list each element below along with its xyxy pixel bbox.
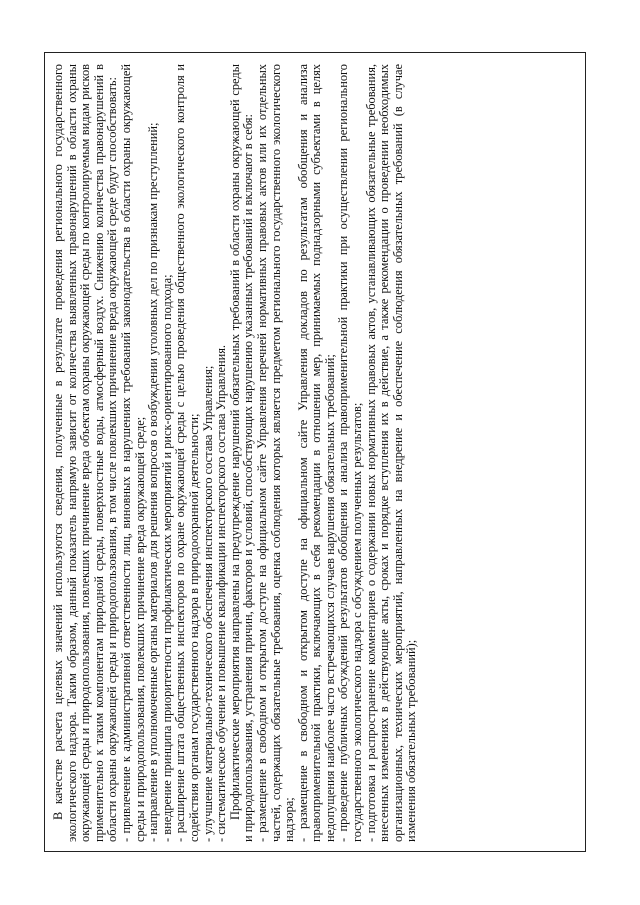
list-item: - размещение в свободном и открытом доступе на официальном сайте Управления перечней нормативных правовых актов или их отдельных частей, содержащих обязательные требования, оценка соблюдения которых является предметом регионального государственного экологического надзора; <box>254 64 297 842</box>
rotated-text-block <box>50 58 582 848</box>
list-item: - привлечение к административной ответственности лиц, виновных в нарушениях требований законодательства в области охраны окружающей среды и природопользования, повлекших причинение вреда окружающей среде; <box>118 64 147 842</box>
list-item: - направление в уполномоченные органы материалов для решения вопросов о возбуждении уголовных дел по признакам преступлений; <box>146 122 161 842</box>
list-item: - размещение в свободном и открытом доступе на официальном сайте Управления докладов по результатам обобщения и анализа правоприменительной практики, включающих в себя рекомендации в отношении мер, принимаемых поднадзорными субъектами в целях недопущения наиболее часто встречающихся случаев нарушения обязательных требований; <box>295 64 337 842</box>
paragraph-intro: В качестве расчета целевых значений используются сведения, полученные в результате проведения регионального государственного экологического надзора. Таким образом, данный показатель напрямую зависит от количества выявленных правонарушений в области охраны окружающей среды и природопользования, повлекших причинение вреда объектам охраны окружающей среды по контролируемым видам рисков применительно к таким компонентам природной среды, поверхностные воды, атмосферный воздух. Снижению количества правонарушений в области охраны окружающей среды и природопользования, в том числе повлекших причинение вреда окружающей среде будут способствовать: <box>51 64 120 842</box>
list-item: - проведение публичных обсуждений результатов обобщения и анализа правоприменительной практики при осуществлении регионального государственного экологического надзора с обсуждением полученных результатов; <box>336 64 365 842</box>
paragraph-prevention: Профилактические мероприятия направлены на предупреждение нарушений обязательных требований в области охраны окружающей среды и природопользования, устранения причин, факторов и условий, способствующих нарушению указанных требований и включают в себя: <box>227 64 256 842</box>
list-item: - улучшение материально-технического обеспечения инспекторского состава Управления; <box>200 365 215 842</box>
list-item: - подготовка и распространение комментариев о содержании новых нормативных правовых актов, устанавливающих обязательные требования, внесенных изменениях в действующие акты, сроках и порядке вступления их в действие, а также рекомендации о проведении необходимых организационных, технических мероприятий, направленных на внедрение и обеспечение соблюдения обязательных требований (в случае изменения обязательных требований); <box>363 64 419 842</box>
list-item: - расширение штата общественных инспекторов по охране окружающей среды с целью проведения общественного экологического контроля и содействия органам государственного надзора в природоохранной деятельности; <box>173 64 201 842</box>
text-frame <box>44 52 586 852</box>
list-item: - систематическое обучение и повышение квалификации инспекторского состава Управления. <box>214 344 229 842</box>
list-item: - внедрение принципа приоритетности профилактических мероприятий и риск-ориентированного подхода; <box>159 274 174 842</box>
